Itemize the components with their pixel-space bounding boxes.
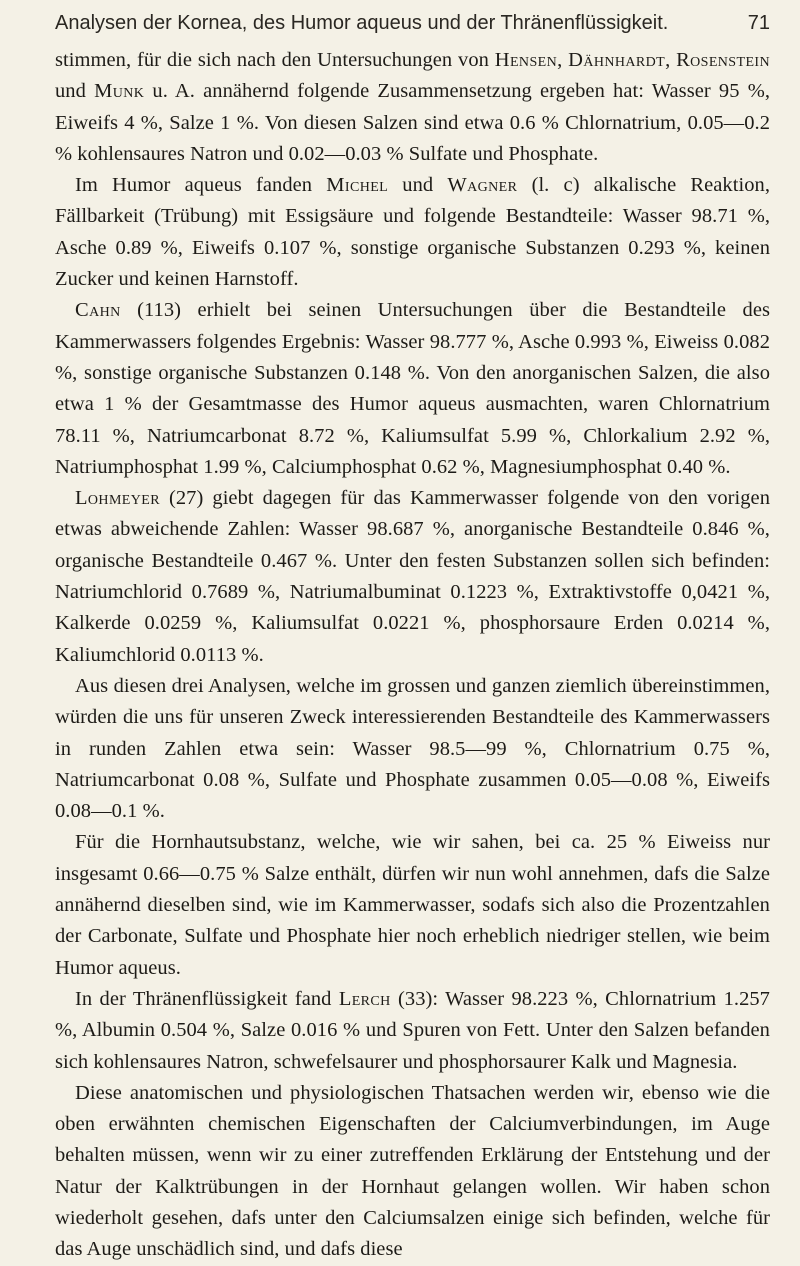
text-segment: Für die Hornhautsubstanz, welche, wie wir sahen, bei ca. 25 % Eiweiss nur insgesamt 0.66—0.75 % Salze enthält, dürfen wir nun wohl annehmen, dafs die Salze annähernd dieselben sind, wie im Kammerwasser, sodafs sich also die Prozentzahlen der Carbonate, Sulfate und Phosphate hier noch erheblich niedriger stellen, wie beim Humor aqueus. bbox=[55, 831, 770, 979]
paragraph bbox=[55, 170, 770, 295]
author-name: Dähnhardt bbox=[568, 49, 666, 71]
text-segment: Diese anatomischen und physiologischen Thatsachen werden wir, ebenso wie die oben erwähnten chemischen Eigenschaften der Calciumverbindungen, im Auge behalten müssen, wenn wir zu einer zutreffenden Erklärung der Entstehung und der Natur der Kalktrübungen in der Hornhaut gelangen wollen. Wir haben schon wiederholt gesehen, dafs unter den Calciumsalzen einige sich befinden, welche für das Auge unschädlich sind, und dafs diese bbox=[55, 1081, 770, 1261]
text-segment: Im Humor aqueus fanden bbox=[75, 174, 327, 197]
text-segment: und bbox=[55, 80, 95, 103]
author-name: Lerch bbox=[338, 987, 391, 1010]
text-segment: stimmen, für die sich nach den Untersuchungen von bbox=[55, 49, 495, 71]
text-segment: (113) erhielt bei seinen Untersuchungen über die Bestandteile des Kammerwassers folgendes Ergebnis: Wasser 98.777 %, Asche 0.993 %, Eiweiss 0.082 %, sonstige organische Substanzen 0.148 %. Von den anorganischen Salzen, die also etwa 1 % der Gesamtmasse des Humor aqueus ausmachten, waren Chlornatrium 78.11 %, Natriumcarbonat 8.72 %, Kaliumsulfat 5.99 %, Chlorkalium 2.92 %, Natriumphosphat 1.99 %, Calciumphosphat 0.62 %, Magnesiumphosphat 0.40 %. bbox=[55, 299, 770, 478]
author-name: Hensen bbox=[494, 49, 558, 71]
paragraph bbox=[55, 984, 770, 1078]
text-segment: , bbox=[665, 49, 677, 71]
author-name: Lohmeyer bbox=[75, 487, 160, 510]
author-name: Wagner bbox=[447, 174, 518, 197]
text-segment: Aus diesen drei Analysen, welche im grossen und ganzen ziemlich übereinstimmen, würden die uns für unseren Zweck interessierenden Bestandteile des Kammerwassers in runden Zahlen etwa sein: Wasser 98.5—99 %, Chlornatrium 0.75 %, Natriumcarbonat 0.08 %, Sulfate und Phosphate zusammen 0.05—0.08 %, Eiweifs 0.08—0.1 %. bbox=[55, 674, 770, 823]
paragraph bbox=[55, 827, 770, 983]
paragraph bbox=[55, 45, 770, 170]
running-title: Analysen der Kornea, des Humor aqueus und der Thränenflüssigkeit. bbox=[55, 12, 669, 34]
text-segment: und bbox=[388, 174, 448, 197]
author-name: Michel bbox=[326, 174, 389, 197]
text-segment: u. A. annähernd folgende Zusammensetzung ergeben hat: Wasser 95 %, Eiweifs 4 %, Salze 1 %. Von diesen Salzen sind etwa 0.6 % Chlornatrium, 0.05—0.2 % kohlensaures Natron und 0.02—0.03 % Sulfate und Phosphate. bbox=[55, 80, 771, 165]
page-number: 71 bbox=[747, 12, 770, 34]
running-header bbox=[55, 8, 770, 38]
paragraph bbox=[55, 295, 770, 483]
author-name: Rosenstein bbox=[676, 49, 770, 71]
author-name: Cahn bbox=[75, 299, 121, 322]
text-segment: In der Thränenflüssigkeit fand bbox=[75, 987, 339, 1010]
text-segment: (33): Wasser 98.223 %, Chlornatrium 1.257 %, Albumin 0.504 %, Salze 0.016 % und Spuren von Fett. Unter den Salzen befanden sich kohlensaures Natron, schwefelsaurer und phosphorsaurer Kalk und Magnesia. bbox=[55, 987, 770, 1073]
text-segment: (27) giebt dagegen für das Kammerwasser folgende von den vorigen etwas abweichende Zahlen: Wasser 98.687 %, anorganische Bestandteile 0.846 %, organische Bestandteile 0.467 %. Unter den festen Substanzen sollen sich befinden: Natriumchlorid 0.7689 %, Natriumalbuminat 0.1223 %, Extraktivstoffe 0,0421 %, Kalkerde 0.0259 %, Kaliumsulfat 0.0221 %, phosphorsaure Erden 0.0214 %, Kaliumchlorid 0.0113 %. bbox=[55, 487, 770, 666]
text-segment: (l. c) alkalische Reaktion, Fällbarkeit (Trübung) mit Essigsäure und folgende Bestandteile: Wasser 98.71 %, Asche 0.89 %, Eiweifs 0.107 %, sonstige organische Substanzen 0.293 %, keinen Zucker und keinen Harnstoff. bbox=[55, 174, 771, 291]
paragraph bbox=[55, 483, 770, 671]
text-segment: , bbox=[557, 49, 569, 71]
body-text bbox=[55, 45, 770, 1266]
author-name: Munk bbox=[94, 80, 145, 103]
paragraph bbox=[55, 671, 770, 827]
paragraph bbox=[55, 1078, 770, 1266]
